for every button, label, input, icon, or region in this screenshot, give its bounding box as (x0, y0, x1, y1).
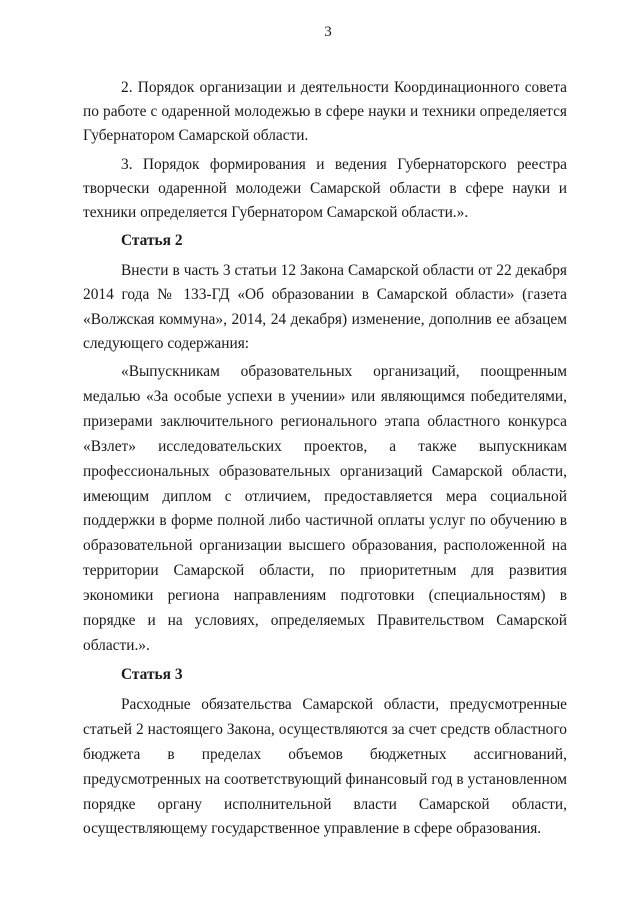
article-3-text: Расходные обязательства Самарской области, предусмотренные статьей 2 настоящего Закона, осуществляются за счет средств областного бюджета в пределах объемов бюджетных ассигнований, предусмотренных на соответствующий финансовый год в установленном порядке органу исполнительной власти Самарской области, осуществляющему государственное управление в сфере образования. (83, 695, 567, 838)
article-2-intro: Внести в часть 3 статьи 12 Закона Самарской области от 22 декабря 2014 года № 133-ГД «Об образовании в Самарской области» (газета «Волжская коммуна», 2014, 24 декабря) изменение, дополнив ее абзацем следующего содержания: (83, 262, 567, 352)
paragraph-council-procedure: 2. Порядок организации и деятельности Координационного совета по работе с одаренной молодежью в сфере науки и техники определяется Губернатором Самарской области. (83, 79, 567, 145)
paragraph-registry-procedure: 3. Порядок формирования и ведения Губернаторского реестра творчески одаренной молодежи Самарской области в сфере науки и техники определяется Губернатором Самарской области.». (83, 155, 567, 222)
article-3-heading: Статья 3 (121, 665, 183, 683)
page-number: 3 (324, 24, 332, 40)
article-2-quoted-text: «Выпускникам образовательных организаций, поощренным медалью «За особые успехи в учении» или являющимся победителями, призерами заключительного регионального этапа областного конкурса «Взлет» исследовательских проектов, а также выпускникам профессиональных образовательных организаций Самарской области, имеющим диплом с отличием, предоставляется мера социальной поддержки в форме полной либо частичной оплаты услуг по обучению в образовательной организации высшего образования, расположенной на территории Самарской области, по приоритетным для развития экономики региона направлениям подготовки (специальностям) в порядке и на условиях, определяемых Правительством Самарской области.». (83, 363, 567, 654)
article-2-heading: Статья 2 (121, 232, 183, 250)
